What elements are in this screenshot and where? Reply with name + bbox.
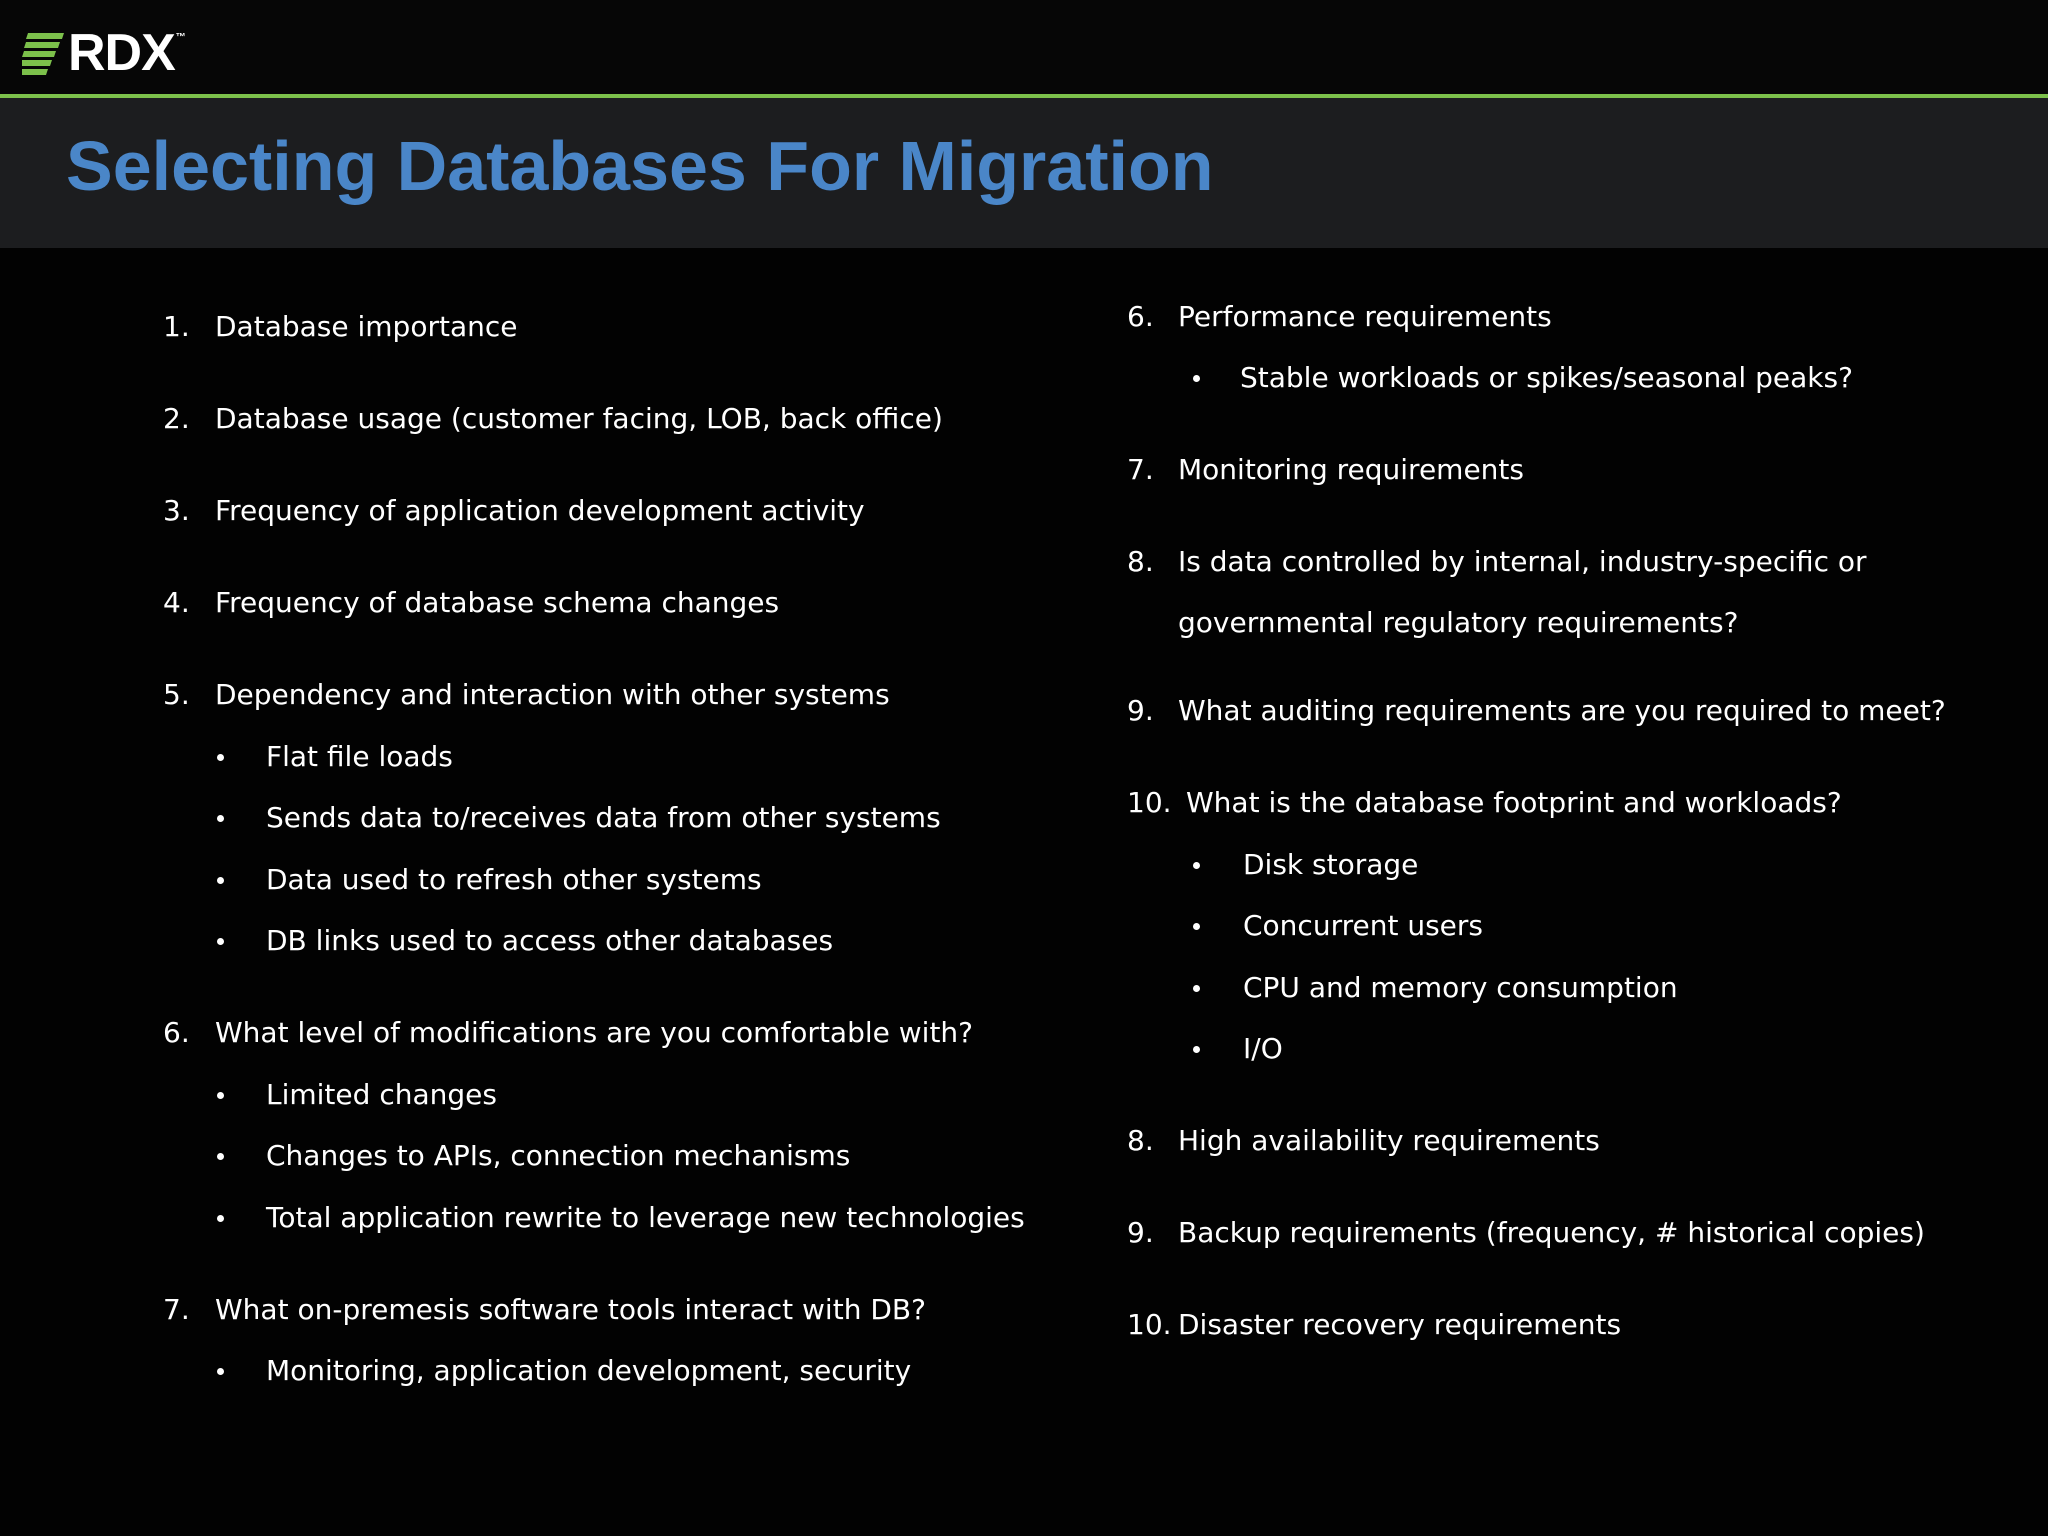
logo-trademark: ™ [175, 32, 186, 43]
item-text: What auditing requirements are you required to meet? [1178, 694, 1946, 727]
slide-title: Selecting Databases For Migration [66, 127, 1214, 205]
bullet-text: Flat file loads [266, 740, 453, 773]
bullet-text: Disk storage [1243, 848, 1419, 881]
item-text: What level of modifications are you comfortable with? [215, 1016, 974, 1049]
bullet-text: I/O [1243, 1032, 1283, 1065]
item-text: Monitoring requirements [1178, 453, 1524, 486]
bullet-text: Changes to APIs, connection mechanisms [266, 1139, 851, 1172]
bullet-dot [1193, 375, 1200, 382]
bullet-dot [1193, 923, 1200, 930]
item-text: Performance requirements [1178, 300, 1552, 333]
item-text: Database usage (customer facing, LOB, back office) [215, 402, 943, 435]
rdx-stripes-icon [22, 31, 64, 75]
item-number: 6. [1127, 300, 1154, 333]
bullet-text: DB links used to access other databases [266, 924, 834, 957]
bullet-dot [1193, 862, 1200, 869]
logo-text: RDX [68, 24, 175, 82]
item-text: What is the database footprint and workloads? [1186, 786, 1842, 819]
item-text: Frequency of database schema changes [215, 586, 780, 619]
bullet-text: Limited changes [266, 1078, 497, 1111]
item-text: Database importance [215, 310, 518, 343]
item-text: Backup requirements (frequency, # historical copies) [1178, 1216, 1925, 1249]
top-bar [0, 0, 2048, 94]
bullet-dot [217, 815, 224, 822]
item-number: 7. [163, 1293, 190, 1326]
item-number: 3. [163, 494, 190, 527]
item-text: Is data controlled by internal, industry-specific or [1178, 545, 1867, 578]
bullet-text: Total application rewrite to leverage new technologies [266, 1201, 1025, 1234]
bullet-text: Concurrent users [1243, 909, 1483, 942]
item-number: 10. [1127, 1308, 1172, 1341]
item-number: 8. [1127, 1124, 1154, 1157]
bullet-text: CPU and memory consumption [1243, 971, 1678, 1004]
bullet-text: Stable workloads or spikes/seasonal peaks? [1240, 361, 1853, 394]
bullet-dot [217, 1092, 224, 1099]
rdx-logo [22, 24, 186, 82]
bullet-dot [217, 938, 224, 945]
item-number: 8. [1127, 545, 1154, 578]
item-text: High availability requirements [1178, 1124, 1600, 1157]
bullet-text: Monitoring, application development, security [266, 1354, 912, 1387]
item-number: 5. [163, 678, 190, 711]
item-number: 6. [163, 1016, 190, 1049]
item-text: governmental regulatory requirements? [1178, 606, 1739, 639]
item-number: 4. [163, 586, 190, 619]
item-number: 7. [1127, 453, 1154, 486]
item-text: What on-premesis software tools interact with DB? [215, 1293, 926, 1326]
bullet-dot [1193, 1046, 1200, 1053]
bullet-dot [1193, 985, 1200, 992]
bullet-dot [217, 1368, 224, 1375]
bullet-dot [217, 1215, 224, 1222]
item-text: Frequency of application development activity [215, 494, 865, 527]
item-number: 2. [163, 402, 190, 435]
item-text: Disaster recovery requirements [1178, 1308, 1622, 1341]
bullet-dot [217, 754, 224, 761]
bullet-dot [217, 1153, 224, 1160]
item-text: Dependency and interaction with other systems [215, 678, 890, 711]
item-number: 10. [1127, 786, 1172, 819]
bullet-text: Data used to refresh other systems [266, 863, 762, 896]
item-number: 1. [163, 310, 190, 343]
item-number: 9. [1127, 1216, 1154, 1249]
item-number: 9. [1127, 694, 1154, 727]
bullet-text: Sends data to/receives data from other systems [266, 801, 941, 834]
bullet-dot [217, 877, 224, 884]
